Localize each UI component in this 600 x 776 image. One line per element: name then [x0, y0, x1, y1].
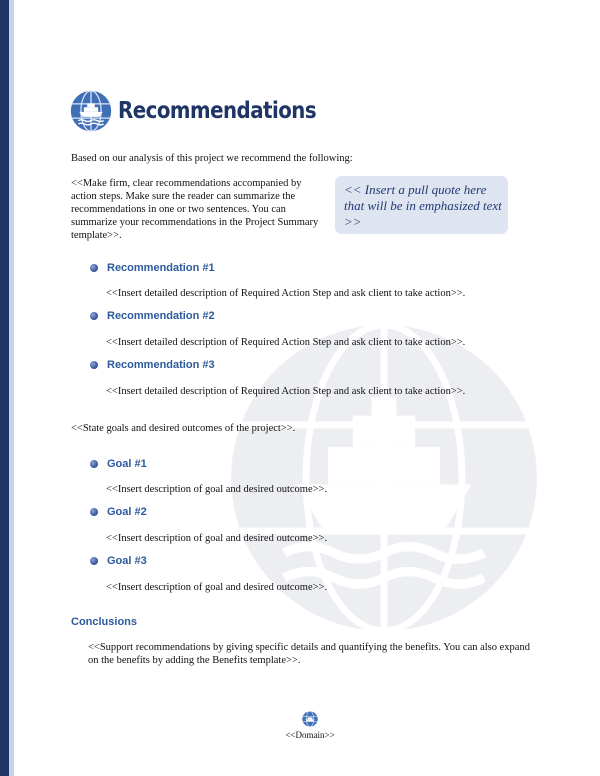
bullet-icon	[90, 508, 98, 516]
recommendation-title: Recommendation #3	[107, 359, 215, 371]
recommendation-description: <<Insert detailed description of Required Action Step and ask client to take action>>.	[106, 337, 466, 348]
bullet-icon	[90, 361, 98, 369]
title-block	[70, 88, 348, 134]
goal-title: Goal #1	[107, 458, 147, 470]
goal-description: <<Insert description of goal and desired outcome>>.	[106, 582, 328, 593]
goal-description: <<Insert description of goal and desired outcome>>.	[106, 484, 328, 495]
bullet-icon	[90, 460, 98, 468]
ship-globe-icon	[70, 90, 112, 132]
recommendation-item	[90, 359, 215, 371]
bullet-icon	[90, 264, 98, 272]
footer-domain: <<Domain>>	[285, 730, 335, 740]
recommendation-description: <<Insert detailed description of Required Action Step and ask client to take action>>.	[106, 288, 466, 299]
goal-item	[90, 555, 147, 567]
sidebar-bar-dark	[0, 0, 9, 776]
goal-title: Goal #2	[107, 506, 147, 518]
recommendation-description: <<Insert detailed description of Required Action Step and ask client to take action>>.	[106, 386, 466, 397]
recommendation-item	[90, 310, 215, 322]
goal-item	[90, 458, 147, 470]
recommendation-title: Recommendation #1	[107, 262, 215, 274]
page-title: Recommendations	[118, 98, 317, 124]
recommendation-title: Recommendation #2	[107, 310, 215, 322]
footer-logo-icon	[302, 711, 318, 727]
recommendation-item	[90, 262, 215, 274]
goal-item	[90, 506, 147, 518]
conclusions-heading: Conclusions	[71, 616, 138, 628]
pull-quote: << Insert a pull quote here that will be in emphasized text >>	[335, 176, 508, 234]
bullet-icon	[90, 312, 98, 320]
goals-intro: <<State goals and desired outcomes of the project>>.	[71, 423, 296, 434]
goal-description: <<Insert description of goal and desired outcome>>.	[106, 533, 328, 544]
intro-text: Based on our analysis of this project we recommend the following:	[71, 153, 353, 164]
goal-title: Goal #3	[107, 555, 147, 567]
sidebar-bar-light	[9, 0, 14, 776]
lead-paragraph: <<Make firm, clear recommendations accompanied by action steps. Make sure the reader can summarize the recommendations in one or two sentences. You can summarize your recommendations in the Project Summary template>>.	[71, 178, 319, 241]
bullet-icon	[90, 557, 98, 565]
conclusions-text: <<Support recommendations by giving specific details and quantifying the benefits. You can also expand on the benefits by adding the Benefits template>>.	[88, 642, 530, 666]
